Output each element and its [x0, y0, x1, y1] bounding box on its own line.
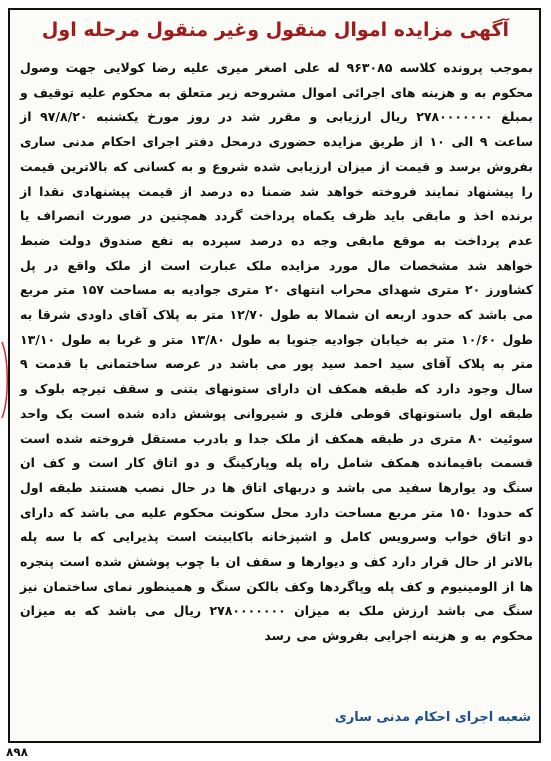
notice-signature: شعبه اجرای احکام مدنی ساری — [334, 710, 531, 725]
footer-code: ۸۹۸ — [6, 745, 28, 759]
notice-title: آگهی مزایده اموال منقول وغیر منقول مرحله اول — [41, 19, 510, 41]
notice-body: بموجب پرونده کلاسه ۹۶۳۰۸۵ له علی اصغر میری علیه رضا کولایی جهت وصول محکوم به و هزینه های اجرائی اموال مشروحه زیر متعلق به محکوم علیه توقیف و بمبلغ ۲۷۸۰۰۰۰۰۰۰ ریال ارزیابی و مقرر شد در روز مورخ یکشنبه ۹۷/۸/۲۰ از ساعت ۹ الی ۱۰ از طریق مزایده حضوری درمحل دفتر اجرای احکام مدنی ساری بفروش برسد و قیمت از میزان ارزیابی شده شروع و به کسانی که بالاترین قیمت را پیشنهاد نمایند فروخته خواهد شد ضمنا ده درصد از قیمت پیشنهادی نقدا از برنده اخذ و مابقی باید ظرف یکماه پرداخت گردد همچنین در صورت انصراف یا عدم پرداخت به موقع مابقی وجه ده درصد سپرده به نفع صندوق دولت ضبط خواهد شد مشخصات مال مورد مزایده ملک عبارت است از ملک واقع در پل کشاورز ۲۰ متری شهدای محراب انتهای ۲۰ متری جوادیه به مساحت ۱۵۷ متر مربع می باشد که حدود اربعه ان شمالا به طول ۱۲/۷۰ متر به پلاک آقای داودی شرقا به طول ۱۰/۶۰ متر به خیابان جوادیه جنوبا به طول ۱۳/۸۰ متر و غربا به طول ۱۳/۱۰ متر به پلاک آقای سید احمد سید پور می باشد در عرصه ساختمانی با قدمت ۹ سال وجود دارد که طبقه همکف ان دارای ستونهای بتنی و سقف تیرچه بلوک و طبقه اول باستونهای قوطی فلزی و شیروانی پوشش داده شده است یک واحد سوئیت ۸۰ متری در طبقه همکف از ملک جدا و بادرب مستقل فروخته شده است قسمت باقیمانده همکف شامل راه پله وپارکینگ و دو اتاق کار است و کف ان سنگ ود یوارها سفید می باشد و دربهای اتاق ها در حال نصب هستند طبقه اول که حدودا ۱۵۰ متر مربع مساحت دارد محل سکونت محکوم علیه می باشد که دارای دو اتاق خواب وسرویس کامل و اشپزخانه باکابینت است پذیرایی که با سه پله بالاتر از حال قرار دارد کف و دیوارها و سقف ان با چوب پوشش شده است پنجره ها از الومینیوم و کف پله وپاگردها وکف بالکن سنگ و همینطور نمای ساختمان نیز سنگ می باشد ارزش ملک به میزان ۲۷۸۰۰۰۰۰۰۰ ریال می باشد که به میزان محکوم به و هزینه اجرایی بفروش می رسد — [20, 60, 534, 644]
margin-mark — [0, 340, 10, 420]
